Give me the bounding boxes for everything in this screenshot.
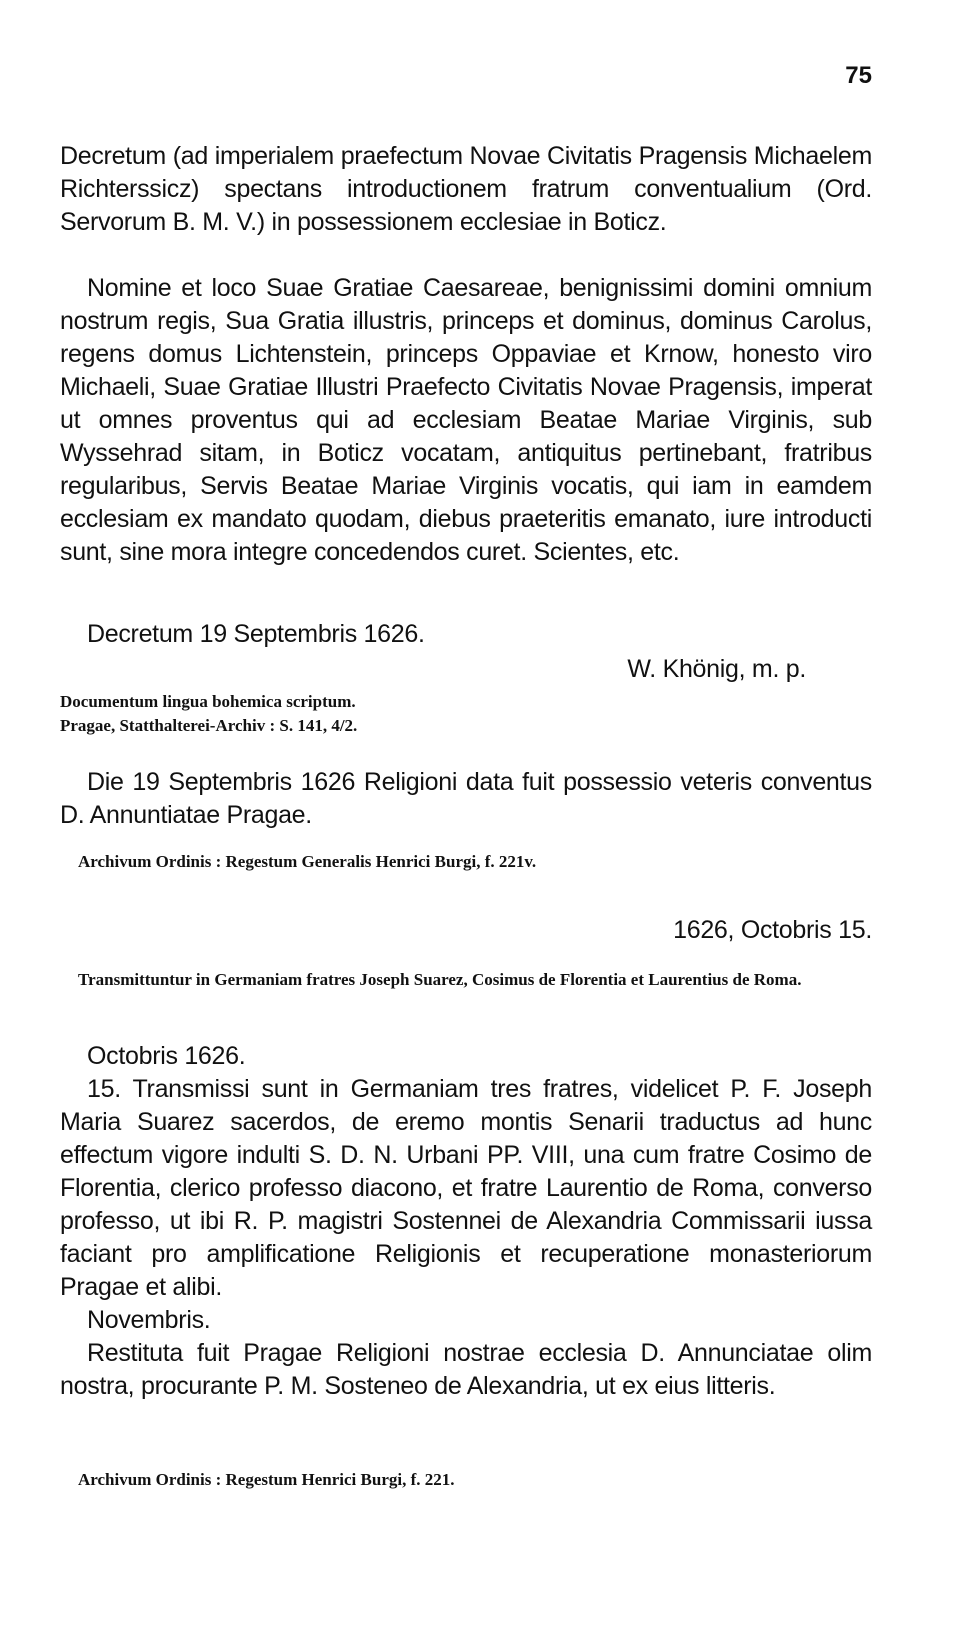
possession-source-block xyxy=(60,850,872,874)
signature: W. Khönig, m. p. xyxy=(627,655,806,683)
decree-heading: Decretum (ad imperialem praefectum Novae Civitatis Pragensis Michaelem Richterssicz) spectans introductionem fratrum conventualium (Ord. Servorum B. M. V.) in possessionem ecclesiae in Boticz. xyxy=(60,142,872,236)
possession-text: Die 19 Septembris 1626 Religioni data fuit possessio veteris conventus D. Annuntiatae Pragae. xyxy=(60,768,872,829)
note-archive: Pragae, Statthalterei-Archiv : S. 141, 4/2. xyxy=(60,716,358,735)
october-entry-block xyxy=(60,1040,872,1403)
note-language: Documentum lingua bohemica scriptum. xyxy=(60,692,356,711)
decree-heading-block xyxy=(60,140,872,239)
month-label-october: Octobris 1626. xyxy=(87,1042,246,1070)
decree-body: Nomine et loco Suae Gratiae Caesareae, benignissimi domini omnium nostrum regis, Sua Gratia illustris, princeps et dominus, dominus Carolus, regens domus Lichtenstein, princeps Oppaviae et Krnow, honesto viro Michaeli, Suae Gratiae Illustri Praefecto Civitatis Novae Pragensis, imperat ut omnes proventus qui ad ecclesiam Beatae Mariae Virginis, sub Wyssehrad sitam, in Boticz vocatam, antiquitus pertinebant, fratribus regularibus, Servis Beatae Mariae Virginis vocatis, qui iam in eamdem ecclesiam ex mandato quodam, diebus praeteritis emanato, iure introducti sunt, sine mora integre concedendos curet. Scientes, etc. xyxy=(60,274,872,566)
october-source-block xyxy=(60,1468,872,1492)
october-summary: Transmittuntur in Germaniam fratres Joseph Suarez, Cosimus de Florentia et Laurentius de Roma. xyxy=(78,970,802,989)
possession-source: Archivum Ordinis : Regestum Generalis Henrici Burgi, f. 221v. xyxy=(78,852,537,871)
document-page xyxy=(60,0,872,1651)
page-number: 75 xyxy=(845,62,872,89)
october-date-heading: 1626, Octobris 15. xyxy=(673,916,872,944)
october-date-block xyxy=(60,914,872,947)
october-source: Archivum Ordinis : Regestum Henrici Burgi, f. 221. xyxy=(78,1470,455,1489)
decree-body-block xyxy=(60,272,872,569)
decree-date-line: Decretum 19 Septembris 1626. xyxy=(87,620,425,648)
october-summary-block xyxy=(60,965,872,995)
month-label-november: Novembris. xyxy=(87,1306,211,1334)
october-entry: 15. Transmissi sunt in Germaniam tres fratres, videlicet P. F. Joseph Maria Suarez sacerdos, de eremo montis Senarii traductus ad hunc effectum vigore indulti S. D. N. Urbani PP. VIII, una cum fratre Cosimo de Florentia, clerico professo diacono, et fratre Laurentio de Roma, converso professo, ut ibi R. P. magistri Sostennei de Alexandria Commissarii iussa faciant pro amplificatione Religionis et recuperatione monasteriorum Pragae et alibi. xyxy=(60,1075,872,1301)
decree-date-block xyxy=(60,618,872,651)
november-entry: Restituta fuit Pragae Religioni nostrae ecclesia D. Annunciatae olim nostra, procurante P. M. Sosteneo de Alexandria, ut ex eius litteris. xyxy=(60,1339,872,1400)
decree-notes xyxy=(60,690,872,738)
possession-block xyxy=(60,766,872,832)
